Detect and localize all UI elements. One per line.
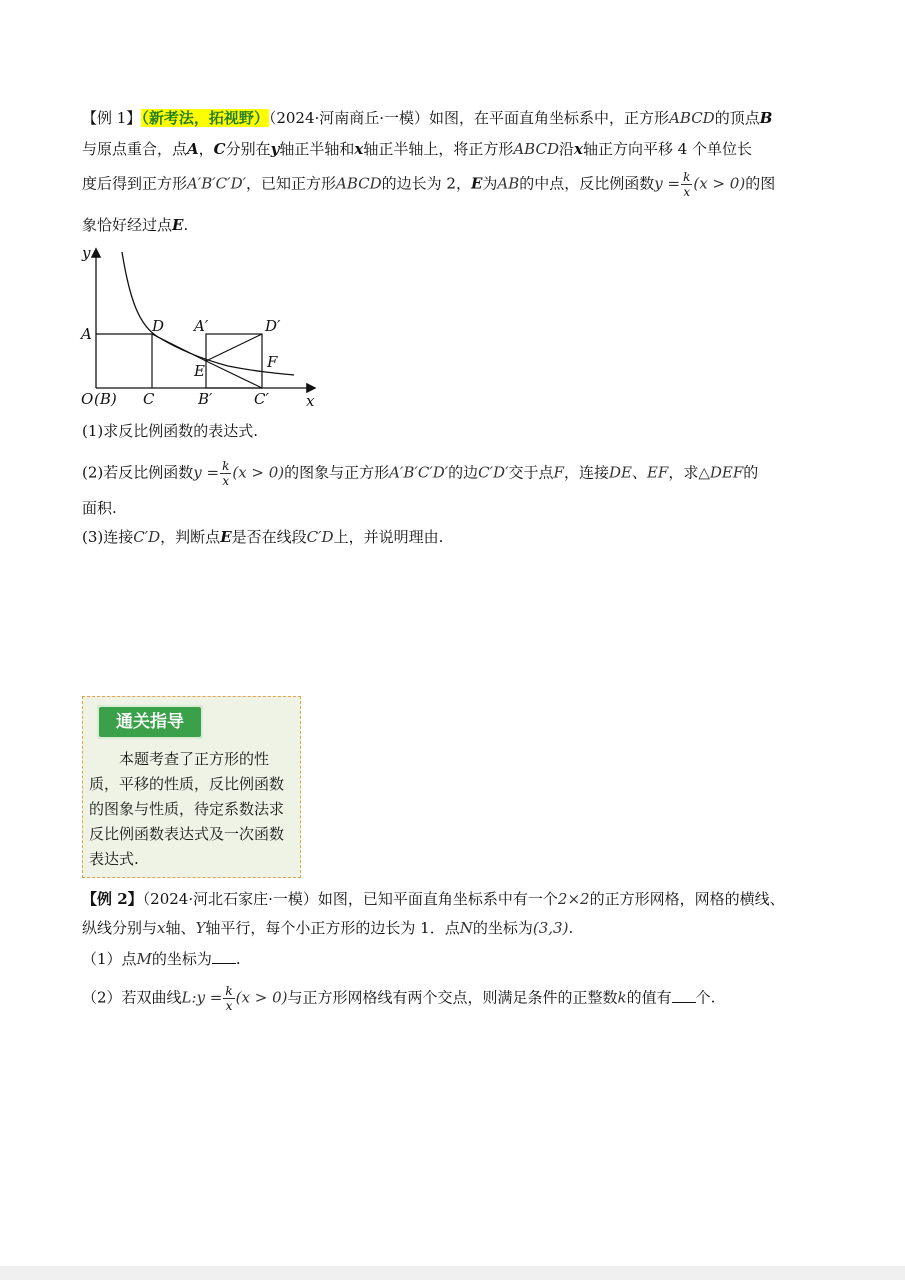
label-c-prime: C′: [254, 390, 269, 408]
text: 的边长为 2，: [381, 174, 471, 193]
ex1-source: （2024·河南商丘·一模）: [268, 109, 430, 127]
text: 的顶点: [714, 109, 760, 127]
segment-ed-prime: [206, 334, 262, 361]
guide-title: 通关指导: [97, 705, 203, 739]
denominator: x: [683, 185, 691, 199]
denominator: x: [222, 474, 230, 488]
math: (x > 0): [232, 463, 285, 482]
text: .: [235, 950, 241, 968]
math: N: [459, 919, 473, 937]
text: 度后得到正方形: [82, 174, 188, 193]
ex1-highlight: （新考法，拓视野）: [141, 109, 269, 127]
ex1-line-1: [82, 107, 772, 128]
text: ，已知正方形: [246, 174, 337, 193]
text: .: [183, 216, 189, 234]
text: 的坐标为: [151, 950, 212, 968]
math: k: [617, 988, 627, 1007]
math: (x > 0): [693, 174, 746, 193]
text: 的正方形网格，网格的横线、: [589, 890, 785, 908]
text: （2）若双曲线: [82, 988, 182, 1007]
ex1-line-2: 与原点重合，点A，C分别在y轴正半轴和x轴正半轴上，将正方形ABCD沿x轴正方向平移 4 个单位长: [82, 140, 753, 158]
ex2-question-2: [82, 984, 715, 1013]
ex2-tag: 【例 2】: [82, 890, 143, 908]
math: AB: [497, 174, 520, 193]
label-a-prime: A′: [194, 317, 209, 335]
math: x: [574, 140, 583, 158]
segment-ec-prime: [206, 361, 262, 388]
text: 的图象与正方形: [284, 463, 390, 482]
ex2-line-2: [82, 917, 573, 938]
math: L:: [181, 988, 197, 1007]
denominator: x: [225, 999, 233, 1013]
fraction: [220, 459, 231, 488]
label-b: (B): [94, 390, 117, 408]
label-a: A: [81, 325, 92, 343]
text: 与原点重合，点: [82, 140, 188, 158]
text: 纵线分别与: [82, 919, 158, 937]
text: （1）点: [82, 950, 137, 968]
question-1: (1)求反比例函数的表达式.: [82, 422, 259, 440]
math: EF: [646, 463, 669, 482]
math: C′D′: [478, 463, 509, 482]
math: ABCD: [669, 109, 715, 127]
text: 沿: [558, 140, 574, 158]
math: M: [136, 950, 152, 968]
square-abcd: [96, 334, 152, 388]
math: E: [220, 528, 232, 546]
label-d: D: [152, 317, 165, 335]
text: 上，并说明理由.: [333, 528, 444, 546]
text: 轴正半轴上，将正方形: [363, 140, 514, 158]
text: 与正方形网格线有两个交点，则满足条件的正整数: [287, 988, 618, 1007]
math: 2×2: [557, 890, 590, 908]
question-2-line-2: 面积.: [82, 499, 117, 517]
fraction: [681, 170, 692, 199]
text: 的中点，反比例函数: [519, 174, 655, 193]
math: y =: [193, 463, 220, 482]
numerator: k: [683, 170, 691, 184]
text: 轴正方向平移 4 个单位长: [582, 140, 753, 158]
ex2-question-1: [82, 948, 241, 969]
ex2-line-1: [82, 888, 785, 909]
text: 如图，已知平面直角坐标系中有一个: [317, 890, 558, 908]
text: 的值有: [626, 988, 672, 1007]
text: 交于点: [508, 463, 554, 482]
label-d-prime: D′: [265, 317, 281, 335]
text: ，判断点: [160, 528, 221, 546]
label-x: x: [306, 392, 315, 410]
math: DE: [608, 463, 632, 482]
text: 象恰好经过点: [82, 216, 173, 234]
numerator: k: [225, 984, 233, 998]
math: ABCD: [336, 174, 382, 193]
math: (3,3): [532, 919, 569, 937]
label-y: y: [82, 244, 91, 262]
bottom-bar: [0, 1266, 905, 1280]
text: 的: [743, 463, 759, 482]
square-abcd-prime: [206, 334, 262, 388]
ex2-source: （2024·河北石家庄·一模）: [142, 890, 318, 908]
ex1-tag: 【例 1】: [82, 109, 142, 127]
math: y =: [654, 174, 681, 193]
math: A′B′C′D′: [389, 463, 449, 482]
label-e: E: [194, 362, 205, 380]
text: 的坐标为: [472, 919, 533, 937]
question-3: [82, 526, 443, 547]
text: ，求: [668, 463, 699, 482]
answer-blank[interactable]: [672, 988, 696, 1003]
math: Y: [195, 919, 206, 937]
text: 轴平行，每个小正方形的边长为 1．点: [205, 919, 460, 937]
label-c: C: [143, 390, 155, 408]
math: ABCD: [513, 140, 559, 158]
math: A: [187, 140, 199, 158]
text: 个.: [695, 988, 716, 1007]
label-b-prime: B′: [198, 390, 213, 408]
math: y =: [196, 988, 223, 1007]
text: 如图，在平面直角坐标系中，正方形: [429, 109, 670, 127]
text: 是否在线段: [231, 528, 307, 546]
numerator: k: [222, 459, 230, 473]
text: 为: [482, 174, 498, 193]
math: C′D: [306, 528, 334, 546]
guide-box: [82, 696, 301, 878]
coordinate-figure: [78, 242, 328, 414]
math: E: [172, 216, 184, 234]
math: C′D: [133, 528, 161, 546]
text: 分别在: [225, 140, 271, 158]
math: F: [553, 463, 564, 482]
text: 的图: [745, 174, 776, 193]
math: x: [354, 140, 364, 158]
answer-blank[interactable]: [212, 949, 236, 964]
label-f: F: [267, 353, 278, 371]
text: (3)连接: [82, 528, 134, 546]
ex1-line-3: [82, 170, 775, 199]
math: B: [759, 109, 773, 127]
fraction: [223, 984, 234, 1013]
math: y: [270, 140, 280, 158]
text: 的边: [448, 463, 479, 482]
label-o: O: [81, 390, 94, 408]
text: ，连接: [563, 463, 609, 482]
math: (x > 0): [235, 988, 288, 1007]
math: E: [470, 174, 483, 193]
math: x: [157, 919, 166, 937]
math: A′B′C′D′: [187, 174, 246, 193]
ex1-line-4: [82, 214, 188, 235]
question-2-line-1: [82, 459, 758, 488]
text: 轴正半轴和: [279, 140, 355, 158]
text: .: [568, 919, 574, 937]
math: C: [213, 140, 226, 158]
math: △DEF: [698, 463, 744, 482]
text: 轴、: [165, 919, 196, 937]
guide-text: 本题考查了正方形的性质，平移的性质，反比例函数的图象与性质，待定系数法求反比例函数表达式及一次函数表达式.: [89, 750, 285, 868]
text: (2)若反比例函数: [82, 463, 194, 482]
text: 、: [631, 463, 647, 482]
